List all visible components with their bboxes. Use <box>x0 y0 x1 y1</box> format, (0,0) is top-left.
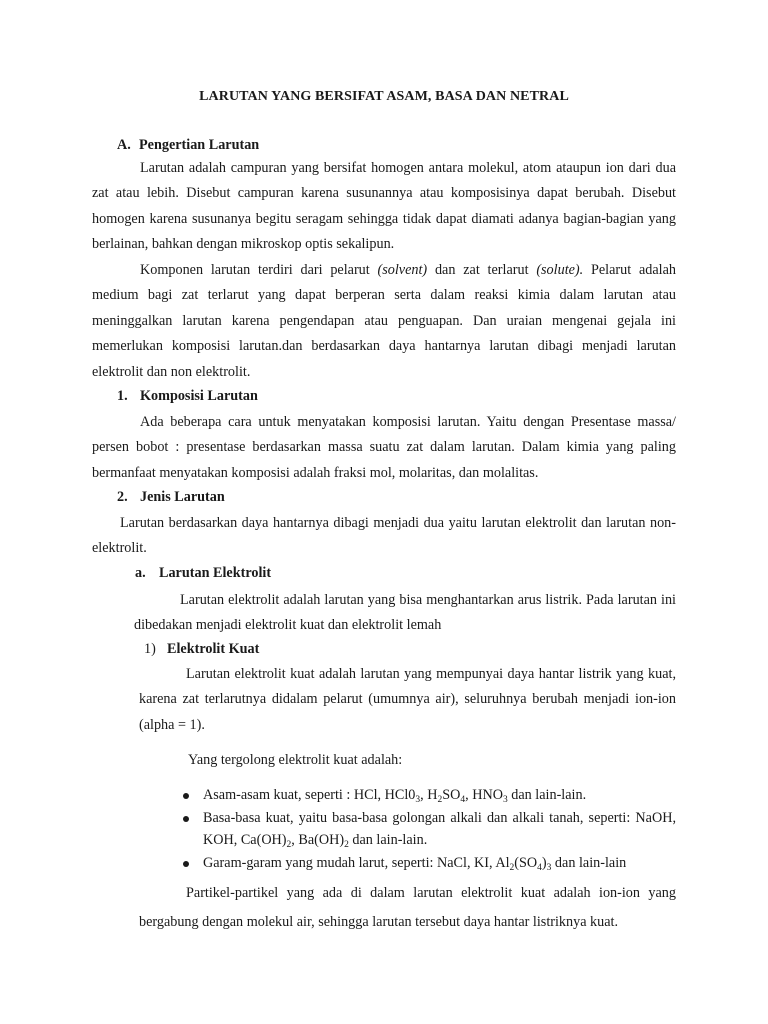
section-1-paragraph: Ada beberapa cara untuk menyatakan komposisi larutan. Yaitu dengan Presentase massa/ persen bobot : presentase berdasarkan massa suatu zat dalam larutan. Dalam kimia yang paling bermanfaat menyatakan komposisi adalah fraksi mol, molaritas, dan molalitas. <box>92 414 676 481</box>
strong-electrolyte-intro: Yang tergolong elektrolit kuat adalah: <box>188 752 403 768</box>
section-2-paragraph: Larutan berdasarkan daya hantarnya dibagi menjadi dua yaitu larutan elektrolit dan larutan non-elektrolit. <box>92 515 676 557</box>
section-1-number: 1. <box>117 388 128 404</box>
section-1b-heading <box>144 641 259 658</box>
section-2-heading <box>117 489 225 506</box>
list-item: Garam-garam yang mudah larut, seperti: NaCl, KI, $Al_2(SO_4)_3$ dan lain-lain <box>183 852 676 875</box>
section-a2-number: a. <box>135 565 146 581</box>
section-a-paragraph-1: Larutan adalah campuran yang bersifat homogen antara molekul, atom ataupun ion dari dua zat atau lebih. Disebut campuran karena susunannya atau komposisinya dapat berubah. Disebut homogen karena susunanya begitu seragam sehingga tidak dapat diamati adanya bagian-bagian yang berlainan, bahkan dengan mikroskop optis sekalipun. <box>92 160 676 253</box>
section-2-number: 2. <box>117 489 128 505</box>
section-a-number: A. <box>117 137 131 153</box>
section-1b-title: Elektrolit Kuat <box>167 641 260 657</box>
list-item: Asam-asam kuat, seperti : HCl, $HCl0_3$, $H_2SO_4$, $HNO_3$ dan lain-lain. <box>183 784 676 807</box>
strong-electrolyte-list <box>183 784 676 874</box>
section-1-heading <box>117 388 258 405</box>
section-2-title: Jenis Larutan <box>140 489 225 505</box>
section-1-title: Komposisi Larutan <box>140 388 258 404</box>
section-1b-number: 1) <box>144 641 156 657</box>
section-a-title: Pengertian Larutan <box>139 137 260 153</box>
section-a-paragraph-2: Komponen larutan terdiri dari pelarut (solvent) dan zat terlarut (solute). Pelarut adalah medium bagi zat terlarut yang dapat berperan serta dalam reaksi kimia dalam larutan atau meninggalkan larutan karena pengendapan atau penguapan. Dan uraian mengenai gejala ini memerlukan komposisi larutan.dan berdasarkan daya hantarnya larutan dibagi menjadi larutan elektrolit dan non elektrolit. <box>92 262 676 380</box>
bullet-icon <box>183 816 189 822</box>
section-a2-title: Larutan Elektrolit <box>159 565 272 581</box>
section-a2-paragraph: Larutan elektrolit adalah larutan yang bisa menghantarkan arus listrik. Pada larutan ini dibedakan menjadi elektrolit kuat dan elektrolit lemah <box>134 592 676 634</box>
document-title: LARUTAN YANG BERSIFAT ASAM, BASA DAN NETRAL <box>199 89 569 104</box>
bullet-icon <box>183 793 189 799</box>
section-a-heading <box>117 137 259 154</box>
bullet-icon <box>183 861 189 867</box>
strong-electrolyte-closing: Partikel-partikel yang ada di dalam larutan elektrolit kuat adalah ion-ion yang bergabung dengan molekul air, sehingga larutan tersebut daya hantar listriknya kuat. <box>139 885 676 930</box>
section-a2-heading <box>135 565 271 582</box>
section-1b-paragraph: Larutan elektrolit kuat adalah larutan yang mempunyai daya hantar listrik yang kuat, karena zat terlarutnya didalam pelarut (umumnya air), seluruhnya berubah menjadi ion-ion (alpha = 1). <box>139 666 676 733</box>
list-item: Basa-basa kuat, yaitu basa-basa golongan alkali dan alkali tanah, seperti: NaOH, KOH, $Ca(OH)_2$, $Ba(OH)_2$ dan lain-lain. <box>183 807 676 852</box>
